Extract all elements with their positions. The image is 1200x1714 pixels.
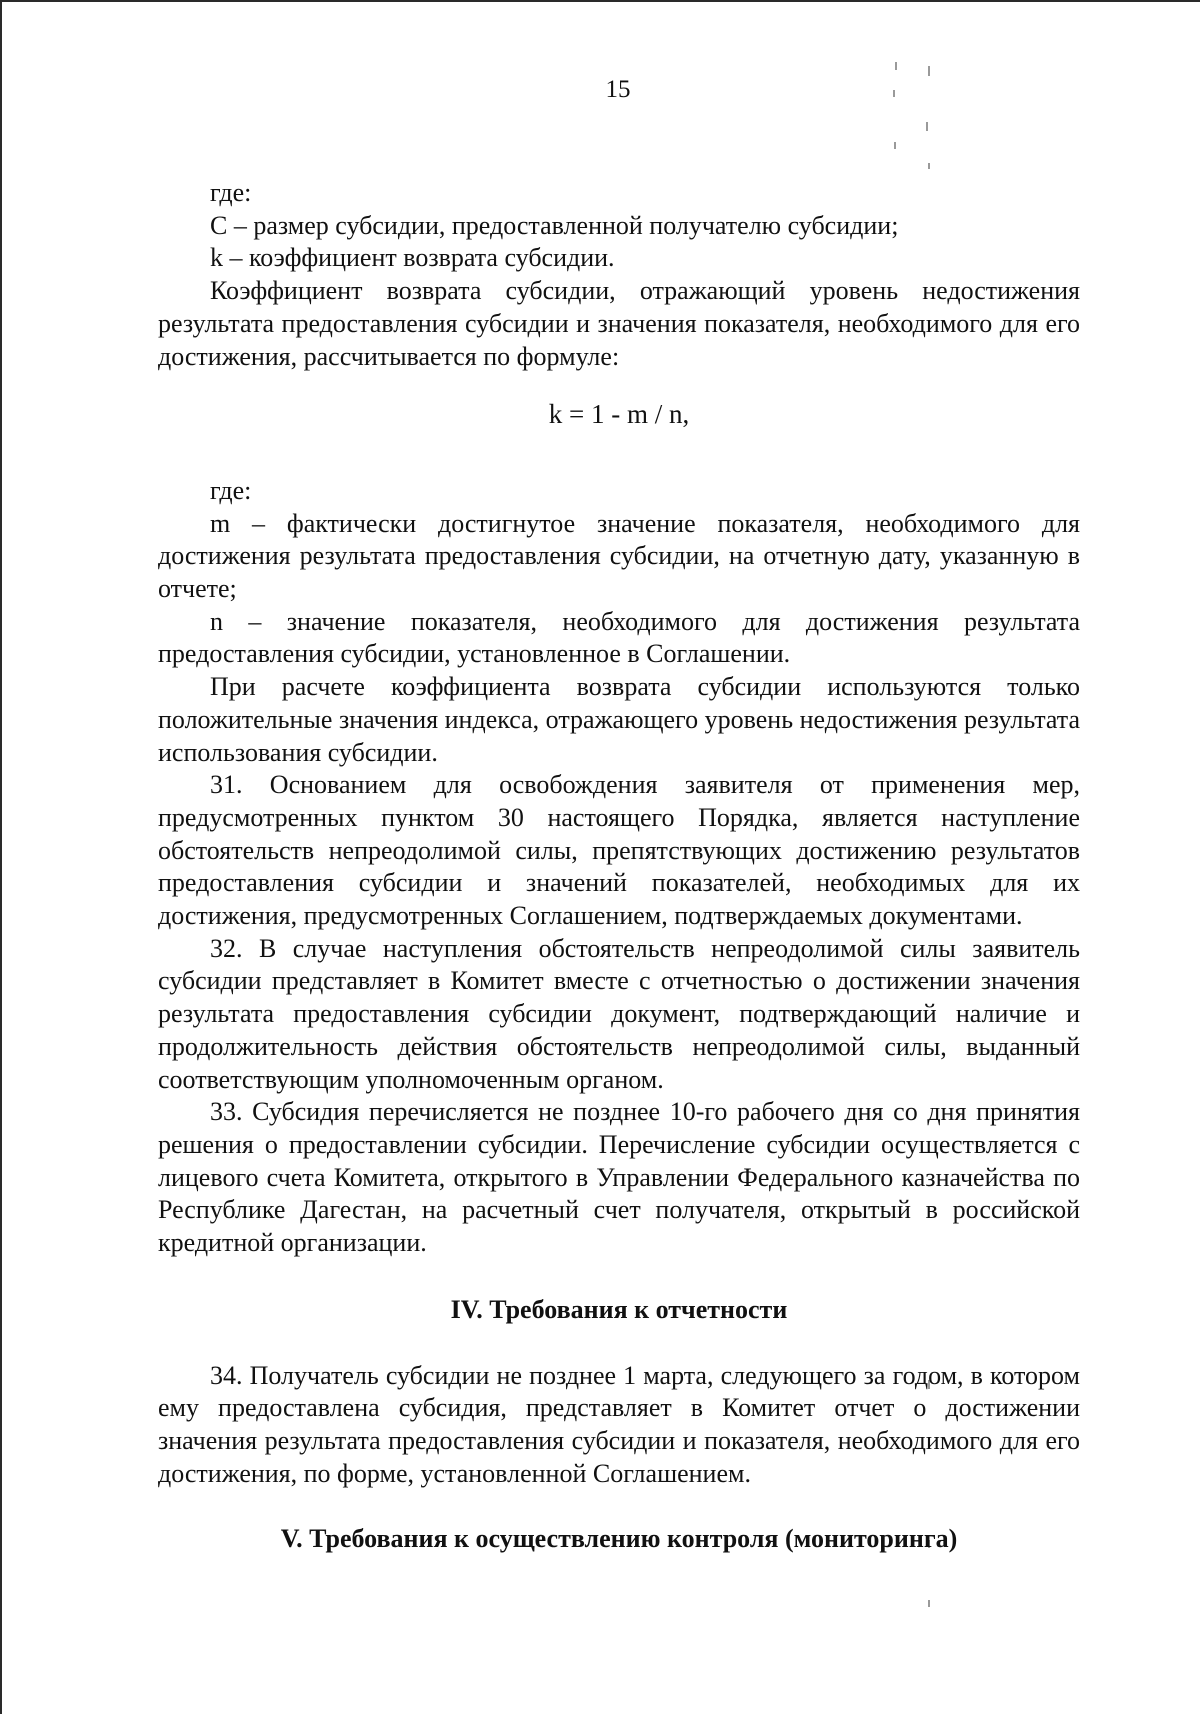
paragraph-31: 31. Основанием для освобождения заявителя от применения мер, предусмотренных пунктом 30 настоящего Порядка, является наступление обстоятельств непреодолимой силы, препятствующих достижению результатов предоставления субсидии и значений показателей, необходимых для их достижения, предусмотренных Соглашением, подтверждаемых документами. xyxy=(158,770,1080,931)
paragraph-k-definition: k – коэффициент возврата субсидии. xyxy=(210,243,615,273)
paragraph-m-definition: m – фактически достигнутое значение показателя, необходимого для достижения результата предоставления субсидии, на отчетную дату, указанную в отчете; xyxy=(158,508,1080,604)
paragraph-32: 32. В случае наступления обстоятельств непреодолимой силы заявитель субсидии представляет в Комитет вместе с отчетностью о достижении значения результата предоставления субсидии документ, подтверждающий наличие и продолжительность действия обстоятельств непреодолимой силы, выданный соответствующим уполномоченным органом. xyxy=(158,933,1080,1094)
paragraph-c-definition: С – размер субсидии, предоставленной получателю субсидии; xyxy=(210,210,899,240)
paragraph-positive-values: При расчете коэффициента возврата субсидии используются только положительные значения индекса, отражающего уровень недостижения результата использования субсидии. xyxy=(158,672,1080,767)
paragraph-where-1: где: xyxy=(210,178,252,207)
section-heading-iv: IV. Требования к отчетности xyxy=(450,1294,788,1324)
formula: k = 1 - m / n, xyxy=(548,399,690,430)
scan-left-edge xyxy=(0,0,2,1714)
document-body xyxy=(158,177,1080,1556)
page-number: 15 xyxy=(605,76,631,103)
paragraph-where-2: где: xyxy=(210,475,252,505)
paragraph-n-definition: n – значение показателя, необходимого для достижения результата предоставления субсидии, установленное в Соглашении. xyxy=(158,606,1080,669)
scan-speck xyxy=(895,62,897,70)
scan-speck xyxy=(926,122,928,131)
paragraph-33: 33. Субсидия перечисляется не позднее 10-го рабочего дня со дня принятия решения о предоставлении субсидии. Перечисление субсидии осуществляется с лицевого счета Комитета, открытого в Управлении Федерального казначейства по Республике Дагестан, на расчетный счет получателя, открытый в российской кредитной организации. xyxy=(158,1097,1080,1258)
scan-speck xyxy=(928,66,930,76)
scan-speck xyxy=(928,163,930,169)
scan-top-edge xyxy=(0,0,1200,2)
scan-speck xyxy=(894,142,896,149)
paragraph-34: 34. Получатель субсидии не позднее 1 марта, следующего за годом, в котором ему предоставлена субсидия, представляет в Комитет отчет о достижении значения результата предоставления субсидии и показателя, необходимого для его достижения, по форме, установленной Соглашением. xyxy=(158,1360,1080,1488)
section-heading-v: V. Требования к осуществлению контроля (мониторинга) xyxy=(280,1524,958,1554)
paragraph-coefficient-intro: Коэффициент возврата субсидии, отражающий уровень недостижения результата предоставления субсидии и значения показателя, необходимого для его достижения, рассчитывается по формуле: xyxy=(158,276,1080,371)
scan-speck xyxy=(928,1600,930,1607)
